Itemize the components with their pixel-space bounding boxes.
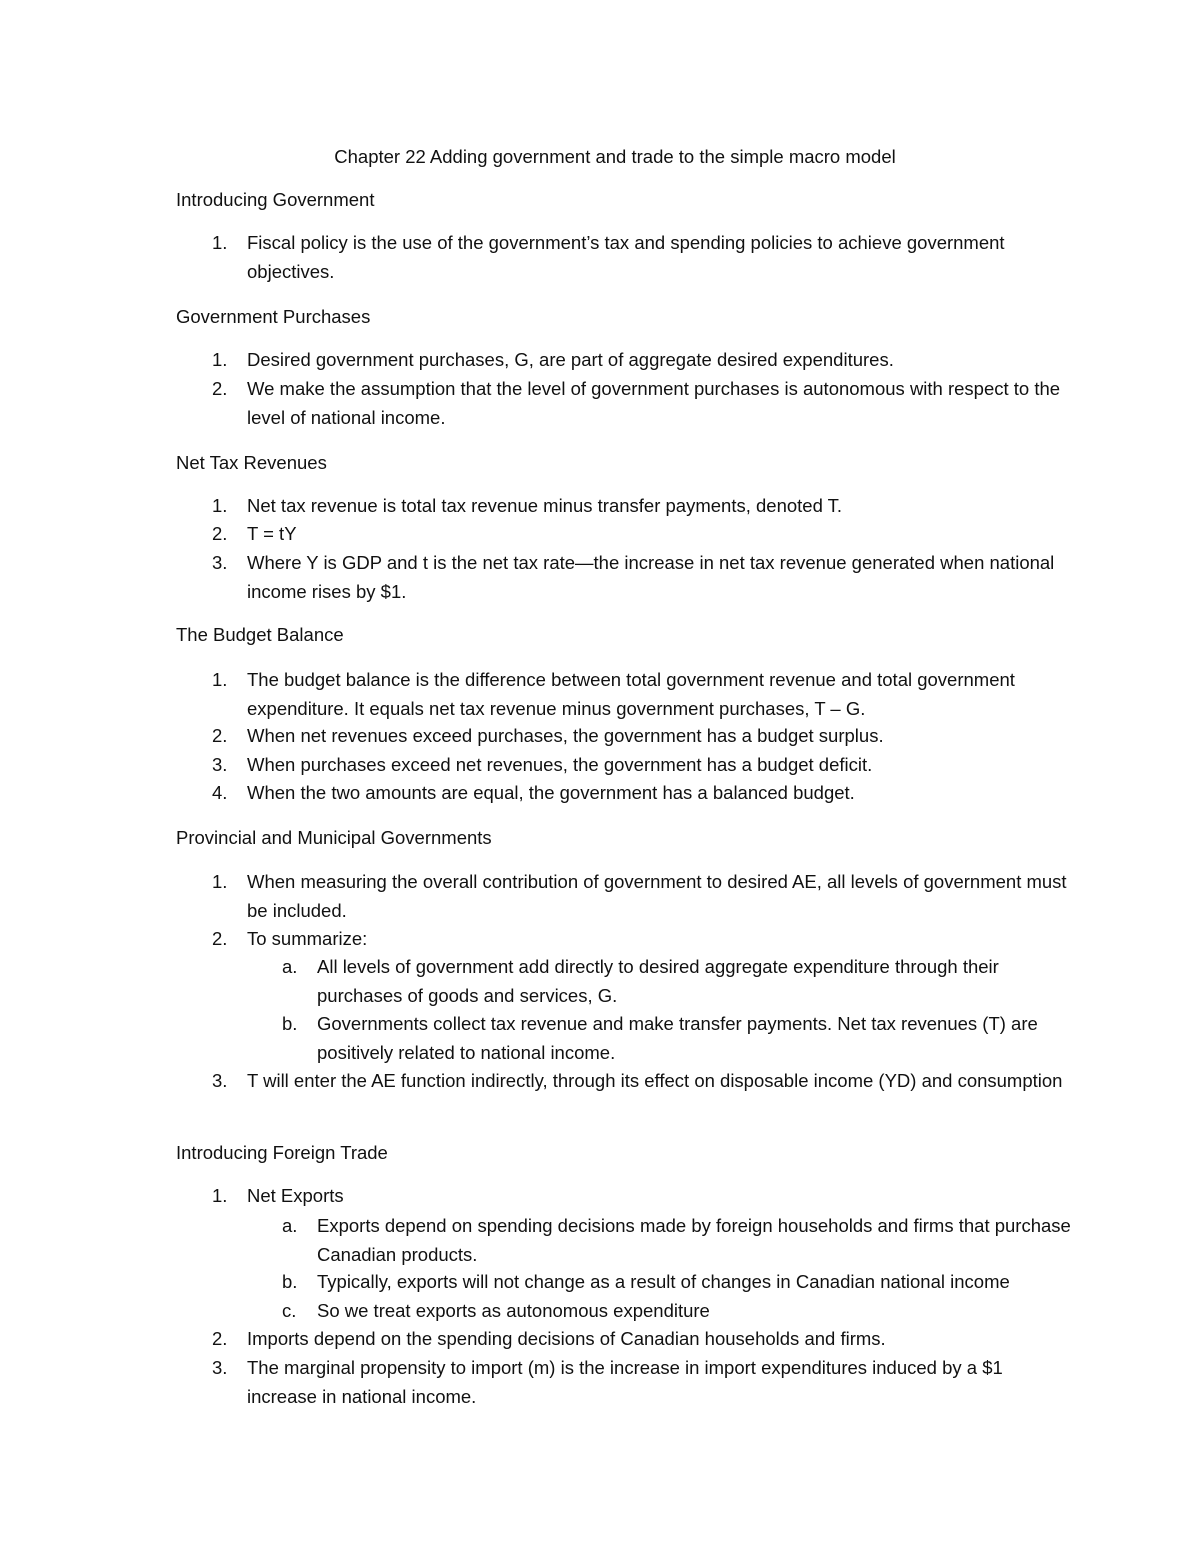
list-item-text: T will enter the AE function indirectly, through its effect on disposable income (YD) and consumption: [247, 1070, 1063, 1091]
list-item: [212, 722, 1072, 751]
list-letter: a.: [282, 956, 298, 977]
list-number: 2.: [212, 725, 228, 746]
list-number: 2.: [212, 928, 228, 949]
section-heading-government-purchases: Government Purchases: [176, 306, 371, 327]
list-item: [212, 346, 1072, 375]
list-number: 2.: [212, 523, 228, 544]
list-subitem: [282, 1268, 1072, 1297]
list-subitem-text: All levels of government add directly to desired aggregate expenditure through their purchases of goods and services, G.: [317, 956, 999, 1006]
list-subitem-text: Typically, exports will not change as a result of changes in Canadian national income: [317, 1271, 1010, 1292]
list-item: [212, 1354, 1072, 1411]
list-number: 1.: [212, 1185, 228, 1206]
list-item: [212, 492, 1072, 521]
list-item-text: Net Exports: [247, 1185, 344, 1206]
list-subitem: [282, 953, 1072, 1010]
list-number: 1.: [212, 669, 228, 690]
list-item: [212, 229, 1072, 286]
list-item: [212, 1067, 1072, 1096]
section-heading-provincial-municipal: Provincial and Municipal Governments: [176, 827, 492, 848]
list-item-text: The marginal propensity to import (m) is the increase in import expenditures induced by a $1 increase in national income.: [247, 1357, 1003, 1407]
list-item-text: When net revenues exceed purchases, the government has a budget surplus.: [247, 725, 884, 746]
list-item: [212, 1182, 1072, 1211]
list-item: [212, 375, 1072, 432]
list-subitem: [282, 1297, 1072, 1326]
list-item: [212, 520, 1072, 549]
list-subitem-text: Exports depend on spending decisions made by foreign households and firms that purchase Canadian products.: [317, 1215, 1071, 1265]
list-item-text: Net tax revenue is total tax revenue minus transfer payments, denoted T.: [247, 495, 843, 516]
list-item-text: To summarize:: [247, 928, 368, 949]
list-item-text: Imports depend on the spending decisions of Canadian households and firms.: [247, 1328, 886, 1349]
list-subitem-text: Governments collect tax revenue and make transfer payments. Net tax revenues (T) are positively related to national income.: [317, 1013, 1038, 1063]
list-number: 1.: [212, 232, 228, 253]
list-letter: a.: [282, 1215, 298, 1236]
list-number: 4.: [212, 782, 228, 803]
list-item-text: The budget balance is the difference between total government revenue and total government expenditure. It equals net tax revenue minus government purchases, T – G.: [247, 669, 1015, 719]
list-letter: b.: [282, 1271, 298, 1292]
list-item-text: We make the assumption that the level of government purchases is autonomous with respect to the level of national income.: [247, 378, 1061, 428]
list-number: 1.: [212, 349, 228, 370]
list-item-text: Desired government purchases, G, are part of aggregate desired expenditures.: [247, 349, 894, 370]
list-item-text: Fiscal policy is the use of the government’s tax and spending policies to achieve government objectives.: [247, 232, 1005, 282]
list-number: 3.: [212, 552, 228, 573]
list-item-text: When measuring the overall contribution of government to desired AE, all levels of government must be included.: [247, 871, 1067, 921]
list-subitem: [282, 1010, 1072, 1067]
list-item-text: When the two amounts are equal, the government has a balanced budget.: [247, 782, 855, 803]
list-number: 3.: [212, 1357, 228, 1378]
section-heading-budget-balance: The Budget Balance: [176, 624, 344, 645]
section-heading-foreign-trade: Introducing Foreign Trade: [176, 1142, 388, 1163]
list-subitem: [282, 1212, 1072, 1269]
list-number: 2.: [212, 378, 228, 399]
list-number: 1.: [212, 871, 228, 892]
list-item: [212, 751, 1072, 780]
section-heading-introducing-government: Introducing Government: [176, 189, 375, 210]
list-item: [212, 1325, 1072, 1354]
list-subitem-text: So we treat exports as autonomous expenditure: [317, 1300, 710, 1321]
list-letter: b.: [282, 1013, 298, 1034]
list-item: [212, 868, 1072, 925]
list-number: 2.: [212, 1328, 228, 1349]
list-number: 3.: [212, 754, 228, 775]
section-heading-net-tax-revenues: Net Tax Revenues: [176, 452, 327, 473]
list-item: [212, 666, 1072, 723]
list-letter: c.: [282, 1300, 297, 1321]
list-item-text: T = tY: [247, 523, 297, 544]
list-item-text: When purchases exceed net revenues, the government has a budget deficit.: [247, 754, 873, 775]
list-item: [212, 925, 1072, 954]
list-number: 1.: [212, 495, 228, 516]
list-item: [212, 779, 1072, 808]
list-item: [212, 549, 1072, 606]
list-item-text: Where Y is GDP and t is the net tax rate—the increase in net tax revenue generated when national income rises by $1.: [247, 552, 1055, 602]
page-title: Chapter 22 Adding government and trade to the simple macro model: [334, 146, 896, 167]
list-number: 3.: [212, 1070, 228, 1091]
